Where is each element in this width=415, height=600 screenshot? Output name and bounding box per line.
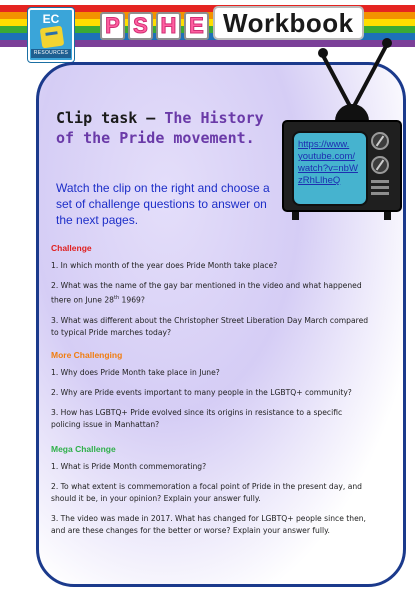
video-link-line: https://www. (298, 139, 350, 150)
tv-speaker-slot (371, 186, 389, 189)
question: 1. Why does Pride Month take place in June? (51, 368, 220, 377)
pshe-letter-p: P (100, 12, 125, 40)
tv-knob-icon (371, 132, 389, 150)
video-link[interactable] (298, 139, 362, 187)
tv-leg (384, 212, 391, 220)
question: 1. What is Pride Month commemorating? (51, 462, 207, 471)
question: 2. To what extent is commemoration a focal point of Pride in the present day, and should it be, in your opinion? Explain your answer fully. (51, 482, 362, 503)
video-link-line: zRhLlheQ (298, 175, 341, 186)
pshe-letter-h: H (156, 12, 181, 40)
television-icon (282, 120, 402, 212)
logo-subtext: RESOURCES (31, 49, 71, 58)
challenge-section (51, 243, 371, 347)
pshe-letter-s: S (128, 12, 153, 40)
tv-antenna-tip (318, 48, 328, 58)
mega-challenge-section (51, 444, 371, 545)
section-title: Challenge (51, 243, 92, 253)
logo-text: EC (42, 12, 60, 26)
ec-resources-logo (28, 8, 74, 62)
pshe-letter-e: E (184, 12, 209, 40)
clip-task-title (56, 108, 276, 148)
workbook-title: Workbook (213, 6, 364, 40)
title-highlight: The History of the Pride movement. (56, 109, 264, 147)
title-prefix: Clip task – (56, 109, 156, 127)
video-link-line: youtube.com/ (298, 151, 356, 162)
tv-speaker-slot (371, 192, 389, 195)
tv-antenna-tip (382, 38, 392, 48)
question: 2. What was the name of the gay bar mentioned in the video and what happened there on June 28th 1969? (51, 281, 362, 305)
section-title: Mega Challenge (51, 444, 116, 454)
more-challenging-section (51, 350, 371, 439)
question: 3. How has LGBTQ+ Pride evolved since its origins in resistance to a specific policing issue in Manhattan? (51, 408, 343, 429)
tv-controls (368, 132, 392, 198)
tv-knob-icon (371, 156, 389, 174)
section-title: More Challenging (51, 350, 123, 360)
pencil-notebook-icon (40, 26, 65, 49)
tv-leg (292, 212, 299, 220)
tv-screen (292, 131, 368, 206)
question: 2. Why are Pride events important to many people in the LGBTQ+ community? (51, 388, 352, 397)
tv-speaker-slot (371, 180, 389, 183)
video-link-line: watch?v=nbW (298, 163, 358, 174)
question: 3. What was different about the Christopher Street Liberation Day March compared to typical Pride marches today? (51, 315, 369, 337)
task-instructions: Watch the clip on the right and choose a set of challenge questions to answer on the next pages. (56, 181, 270, 227)
question: 1. In which month of the year does Pride Month take place? (51, 261, 278, 270)
question: 3. The video was made in 2017. What has changed for LGBTQ+ people since then, and are these changes for the better or worse? Explain your answer fully. (51, 514, 366, 535)
